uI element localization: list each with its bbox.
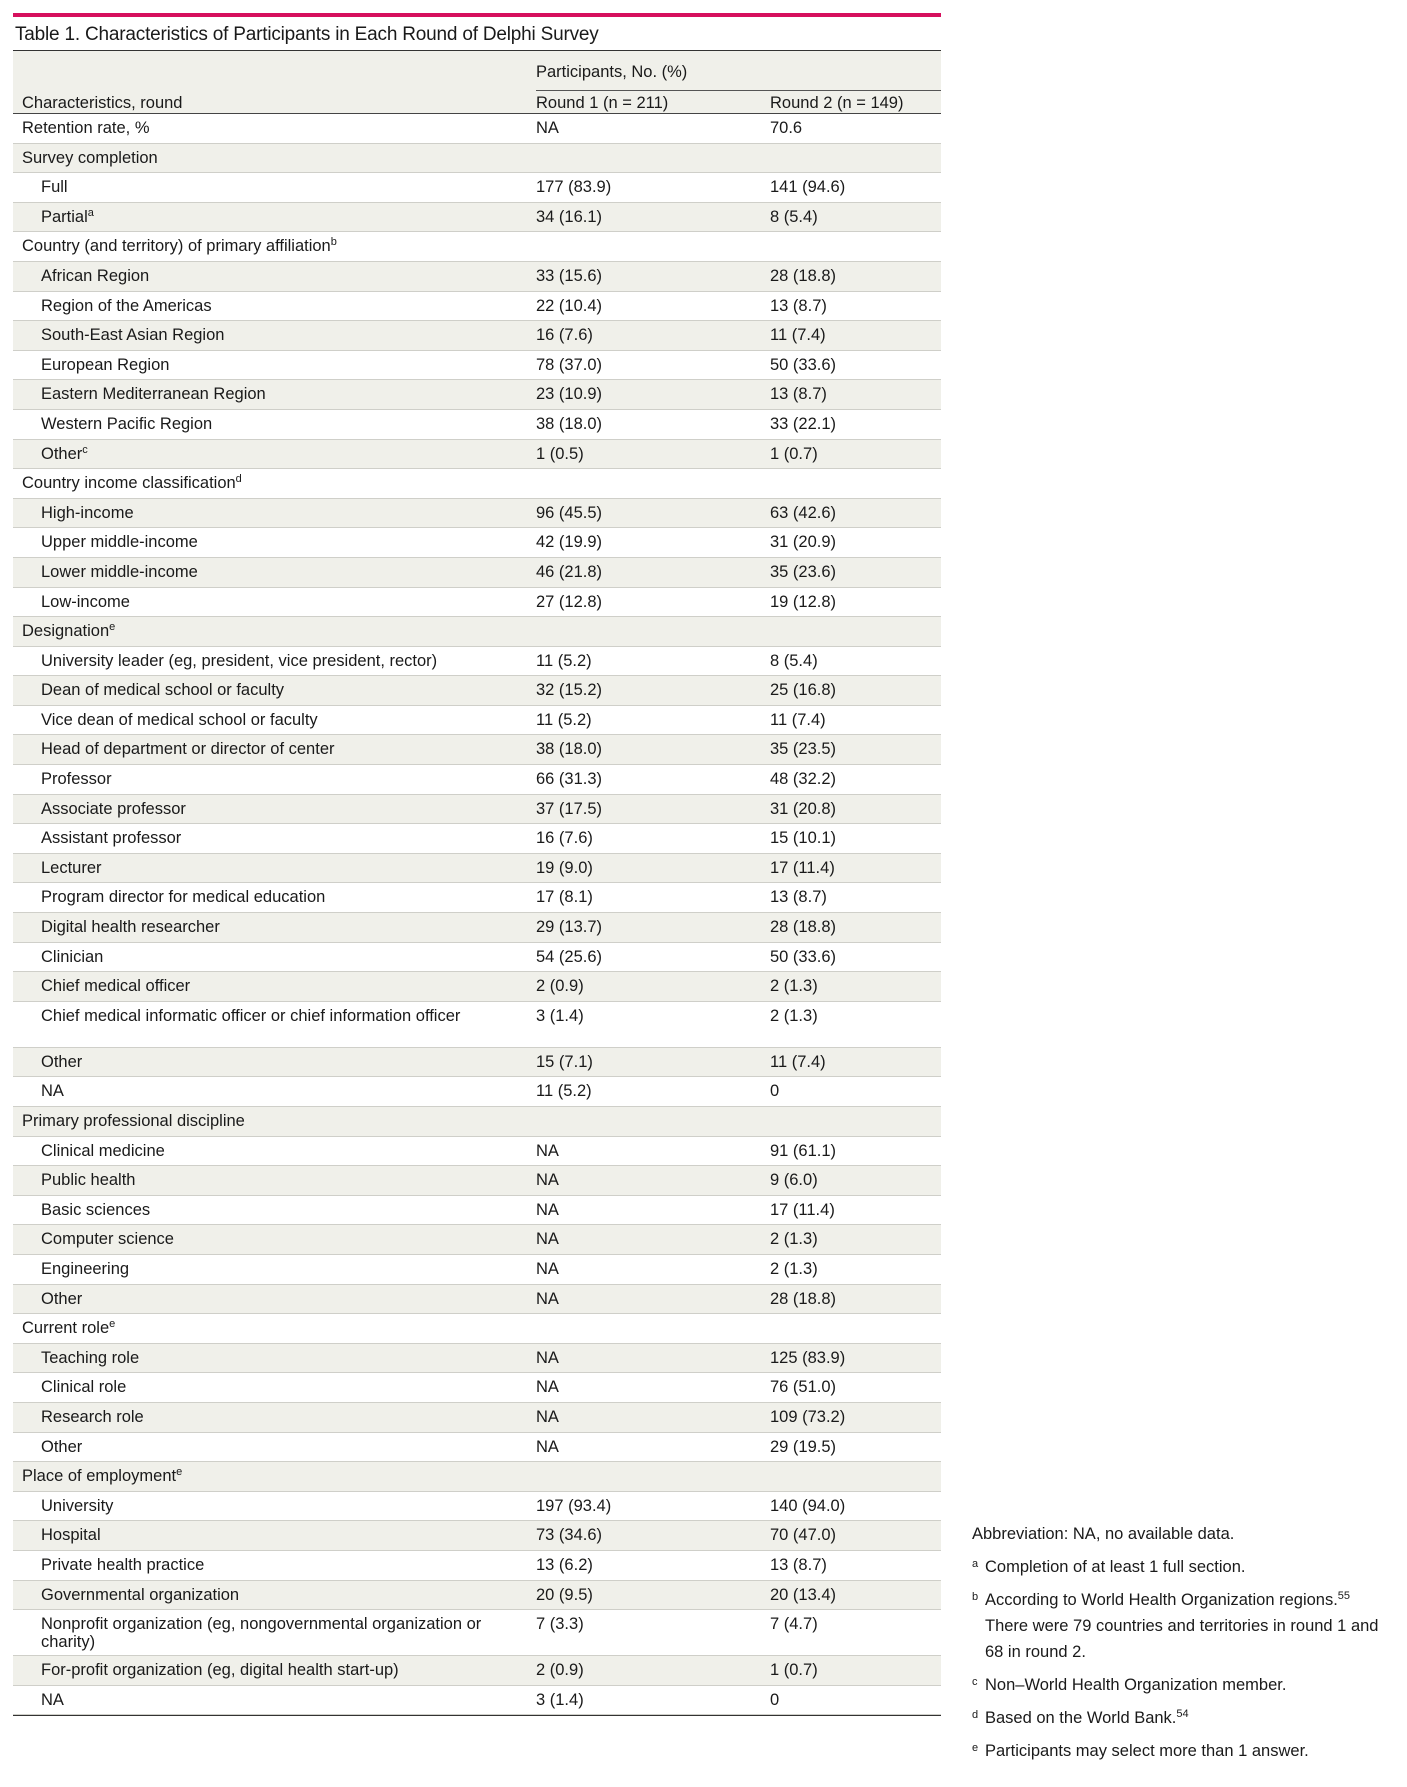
row-label [41, 888, 531, 906]
row-label [41, 711, 531, 729]
section-label [22, 1467, 512, 1485]
row-label-text: University [41, 1496, 114, 1515]
footnote-mark: a [972, 1558, 979, 1570]
section-label [22, 237, 512, 255]
row-label-text: Private health practice [41, 1555, 205, 1574]
cell-round-1: NA [536, 1200, 559, 1219]
cell-round-2: 19 (12.8) [770, 592, 837, 611]
row-label [41, 415, 531, 433]
row-label [41, 208, 531, 226]
row-label [41, 1586, 531, 1604]
table-row [13, 1225, 941, 1255]
row-label-text: Public health [41, 1171, 136, 1190]
row-label [41, 533, 531, 551]
cell-round-2: 0 [770, 1082, 780, 1101]
row-label-text: Primary professional discipline [22, 1112, 245, 1130]
cell-round-2: 50 (33.6) [770, 947, 837, 966]
table-row [13, 1492, 941, 1522]
row-label [41, 356, 531, 374]
row-label-text: Basic sciences [41, 1200, 151, 1219]
row-label-text: Country income classification [22, 474, 236, 493]
cell-round-2: 2 (1.3) [770, 977, 818, 996]
cell-round-1: NA [536, 119, 559, 137]
cell-round-2: 9 (6.0) [770, 1171, 818, 1190]
cell-round-1: 22 (10.4) [536, 296, 603, 315]
table-row [13, 1002, 941, 1048]
cell-round-1: 20 (9.5) [536, 1585, 593, 1604]
row-label [41, 267, 531, 285]
cell-round-2: 13 (8.7) [770, 385, 827, 404]
table-row [13, 232, 941, 262]
row-label [41, 1691, 531, 1709]
table-row [13, 1610, 941, 1656]
table-row [13, 499, 941, 529]
cell-round-1: 73 (34.6) [536, 1526, 603, 1545]
row-label [41, 948, 531, 966]
table-row [13, 292, 941, 322]
cell-round-2: 70 (47.0) [770, 1526, 837, 1545]
footnote-mark: d [972, 1709, 979, 1721]
footnote-mark: c [972, 1676, 978, 1688]
row-label-text: Other [41, 1289, 83, 1308]
table-row [13, 795, 941, 825]
cell-round-1: NA [536, 1378, 559, 1397]
row-label-text: Engineering [41, 1259, 130, 1278]
cell-round-2: 8 (5.4) [770, 207, 818, 226]
row-label-text: Lecturer [41, 858, 102, 877]
cell-round-1: 1 (0.5) [536, 444, 584, 463]
cell-round-2: 1 (0.7) [770, 444, 818, 463]
row-label-text: Survey completion [22, 148, 158, 167]
row-label [41, 1230, 531, 1248]
cell-round-2: 2 (1.3) [770, 1006, 818, 1025]
footnote-text: Based on the World Bank. [985, 1709, 1177, 1727]
table-row [13, 943, 941, 973]
cell-round-2: 28 (18.8) [770, 266, 837, 285]
table-row [13, 1462, 941, 1492]
cell-round-1: 46 (21.8) [536, 562, 603, 581]
row-label-text: Country (and territory) of primary affiliation [22, 237, 331, 256]
cell-round-1: 2 (0.9) [536, 1661, 584, 1680]
cell-round-2: 48 (32.2) [770, 770, 837, 789]
footnote-text: Participants may select more than 1 answer. [985, 1742, 1309, 1760]
row-label-text: Professor [41, 770, 112, 789]
table-row [13, 854, 941, 884]
row-label-text: Associate professor [41, 799, 186, 818]
row-label-text: Low-income [41, 592, 130, 611]
cell-round-1: 34 (16.1) [536, 207, 603, 226]
row-label-text: Vice dean of medical school or faculty [41, 710, 318, 729]
column-header-characteristics: Characteristics, round [22, 94, 183, 112]
table-header [13, 51, 941, 114]
cell-round-1: NA [536, 1289, 559, 1308]
section-label [22, 1112, 512, 1130]
table-row [13, 676, 941, 706]
footnote-text: According to World Health Organization regions. [985, 1591, 1338, 1609]
cell-round-2: 70.6 [770, 119, 803, 137]
section-label [22, 622, 512, 640]
cell-round-1: NA [536, 1407, 559, 1426]
row-label-text: Retention rate, % [22, 119, 150, 137]
table-row [13, 1656, 941, 1686]
cell-round-1: 23 (10.9) [536, 385, 603, 404]
cell-round-1: 15 (7.1) [536, 1052, 593, 1071]
row-label [41, 1378, 531, 1396]
cell-round-1: 38 (18.0) [536, 740, 603, 759]
footnote-mark: e [972, 1742, 979, 1754]
row-label [41, 326, 531, 344]
row-label [41, 918, 531, 936]
cell-round-2: 125 (83.9) [770, 1348, 846, 1367]
section-label [22, 119, 512, 137]
row-label [41, 770, 531, 788]
reference-number: 54 [1176, 1708, 1189, 1720]
row-label-text: African Region [41, 266, 150, 285]
row-label [41, 800, 531, 818]
table-row [13, 588, 941, 618]
footnote-text: Non–World Health Organization member. [985, 1676, 1287, 1694]
table-row [13, 617, 941, 647]
table-row [13, 1521, 941, 1551]
row-label-text: Chief medical officer [41, 977, 191, 996]
footnote-marker: a [87, 206, 94, 219]
cell-round-2: 11 (7.4) [770, 1052, 826, 1071]
cell-round-1: 19 (9.0) [536, 858, 593, 877]
table-row [13, 972, 941, 1002]
row-label-text: Clinical medicine [41, 1141, 165, 1160]
row-label [41, 385, 531, 403]
cell-round-2: 141 (94.6) [770, 178, 846, 197]
table-row [13, 765, 941, 795]
table-row [13, 1433, 941, 1463]
cell-round-2: 31 (20.8) [770, 799, 837, 818]
table-row [13, 1403, 941, 1433]
row-label [41, 1661, 531, 1679]
table-row [13, 528, 941, 558]
row-label-text: Lower middle-income [41, 562, 198, 581]
cell-round-1: 177 (83.9) [536, 178, 612, 197]
row-label-text: Digital health researcher [41, 918, 220, 937]
reference-number: 55 [1337, 1590, 1351, 1602]
footnote-marker: b [330, 236, 337, 249]
row-label [41, 563, 531, 581]
row-label [41, 740, 531, 758]
table-row [13, 647, 941, 677]
cell-round-2: 13 (8.7) [770, 888, 827, 907]
row-label-text: Other [41, 1437, 83, 1456]
table-row [13, 1314, 941, 1344]
table-row [13, 913, 941, 943]
row-label-text: Designation [22, 622, 110, 641]
cell-round-2: 25 (16.8) [770, 681, 837, 700]
table-row [13, 1166, 941, 1196]
row-label-text: Program director for medical education [41, 888, 326, 907]
row-label-text: Hospital [41, 1526, 101, 1545]
footnote-a [972, 1554, 1392, 1580]
cell-round-2: 13 (8.7) [770, 296, 827, 315]
row-label [41, 1556, 531, 1574]
table-row [13, 114, 941, 144]
row-label-text: Other [41, 444, 83, 463]
table-row [13, 351, 941, 381]
table-row [13, 144, 941, 174]
cell-round-1: 42 (19.9) [536, 533, 603, 552]
group-header: Participants, No. (%) [536, 63, 688, 81]
cell-round-1: 2 (0.9) [536, 977, 584, 996]
characteristics-table [13, 13, 941, 1716]
row-label [41, 829, 531, 847]
row-label-text: European Region [41, 355, 170, 374]
abbreviation-note: Abbreviation: NA, no available data. [972, 1525, 1235, 1543]
table-caption: Table 1. Characteristics of Participants in Each Round of Delphi Survey [15, 24, 599, 45]
cell-round-2: 13 (8.7) [770, 1555, 827, 1574]
cell-round-2: 1 (0.7) [770, 1661, 818, 1680]
row-label-text: Chief medical informatic officer or chief information officer [41, 1006, 461, 1025]
footnote-b [972, 1587, 1392, 1665]
table-row [13, 440, 941, 470]
cell-round-1: 16 (7.6) [536, 326, 593, 345]
row-label-text: University leader (eg, president, vice president, rector) [41, 651, 438, 670]
cell-round-2: 76 (51.0) [770, 1378, 837, 1397]
row-label [41, 1497, 531, 1515]
cell-round-2: 35 (23.5) [770, 740, 837, 759]
row-label-text: Place of employment [22, 1467, 177, 1486]
section-label [22, 474, 512, 492]
cell-round-1: NA [536, 1171, 559, 1190]
table-body [13, 114, 941, 1715]
footnote-list [972, 1554, 1392, 1764]
row-label [41, 859, 531, 877]
footnote-e [972, 1738, 1392, 1764]
cell-round-1: 16 (7.6) [536, 829, 593, 848]
table-row [13, 1107, 941, 1137]
row-label-text: Clinical role [41, 1378, 127, 1397]
footnote-marker: c [82, 443, 88, 456]
table-row [13, 410, 941, 440]
cell-round-1: 96 (45.5) [536, 503, 603, 522]
table-row [13, 1255, 941, 1285]
cell-round-2: 109 (73.2) [770, 1407, 846, 1426]
table-footnotes [972, 1521, 1392, 1771]
row-label-text: South-East Asian Region [41, 326, 225, 345]
row-label [41, 1615, 531, 1651]
row-label-text: Eastern Mediterranean Region [41, 385, 266, 404]
table-row [13, 380, 941, 410]
table-row [13, 1373, 941, 1403]
table-row [13, 1551, 941, 1581]
row-label-text: Upper middle-income [41, 533, 198, 552]
column-header-round-2: Round 2 (n = 149) [770, 94, 904, 112]
row-label-text: Research role [41, 1407, 144, 1426]
table-row [13, 173, 941, 203]
cell-round-1: 38 (18.0) [536, 414, 603, 433]
row-label [41, 681, 531, 699]
cell-round-1: 11 (5.2) [536, 651, 592, 670]
cell-round-1: 32 (15.2) [536, 681, 603, 700]
cell-round-2: 28 (18.8) [770, 918, 837, 937]
footnote-c [972, 1672, 1392, 1698]
cell-round-2: 2 (1.3) [770, 1259, 818, 1278]
row-label-text: Head of department or director of center [41, 740, 335, 759]
row-label [41, 977, 531, 995]
footnote-text: Completion of at least 1 full section. [985, 1558, 1246, 1576]
cell-round-1: 78 (37.0) [536, 355, 603, 374]
footnote-mark: b [972, 1591, 979, 1603]
row-label [41, 504, 531, 522]
row-label-text: Teaching role [41, 1348, 140, 1367]
cell-round-1: 66 (31.3) [536, 770, 603, 789]
row-label [41, 1007, 531, 1025]
table-row [13, 1686, 941, 1716]
cell-round-2: 15 (10.1) [770, 829, 837, 848]
row-label-text: Governmental organization [41, 1585, 240, 1604]
column-header-round-1: Round 1 (n = 211) [536, 94, 669, 112]
footnote-d [972, 1705, 1392, 1731]
cell-round-1: 11 (5.2) [536, 710, 592, 729]
cell-round-1: NA [536, 1259, 559, 1278]
table-row [13, 1285, 941, 1315]
cell-round-2: 33 (22.1) [770, 414, 837, 433]
cell-round-2: 63 (42.6) [770, 503, 837, 522]
footnote-marker: d [235, 473, 242, 486]
table-row [13, 321, 941, 351]
row-label-text: High-income [41, 503, 134, 522]
table-row [13, 824, 941, 854]
row-label [41, 1082, 531, 1100]
row-label [41, 1171, 531, 1189]
table-row [13, 706, 941, 736]
footnote-marker: e [176, 1466, 183, 1479]
cell-round-2: 8 (5.4) [770, 651, 818, 670]
footnote-continuation: There were 79 countries and territories in round 1 and 68 in round 2. [985, 1617, 1379, 1661]
cell-round-1: 197 (93.4) [536, 1496, 612, 1515]
row-label-text: Computer science [41, 1230, 174, 1249]
footnote-marker: e [109, 621, 116, 634]
cell-round-2: 11 (7.4) [770, 710, 826, 729]
table-row [13, 735, 941, 765]
cell-round-1: NA [536, 1437, 559, 1456]
cell-round-1: 3 (1.4) [536, 1690, 584, 1709]
cell-round-2: 140 (94.0) [770, 1496, 846, 1515]
cell-round-1: 3 (1.4) [536, 1006, 584, 1025]
row-label [41, 1349, 531, 1367]
table-row [13, 1077, 941, 1107]
row-label [41, 1260, 531, 1278]
row-label-text: NA [41, 1690, 64, 1709]
cell-round-2: 91 (61.1) [770, 1141, 837, 1160]
cell-round-2: 17 (11.4) [770, 1200, 835, 1219]
row-label [41, 297, 531, 315]
row-label [41, 445, 531, 463]
row-label-text: Other [41, 1052, 83, 1071]
table-row [13, 883, 941, 913]
cell-round-1: NA [536, 1230, 559, 1249]
cell-round-2: 0 [770, 1690, 780, 1709]
row-label-text: Dean of medical school or faculty [41, 681, 285, 700]
table-row [13, 1137, 941, 1167]
row-label [41, 652, 531, 670]
row-label-text: Nonprofit organization (eg, nongovernmental organization or charity) [41, 1615, 482, 1652]
cell-round-2: 35 (23.6) [770, 562, 837, 581]
cell-round-1: 33 (15.6) [536, 266, 603, 285]
group-header-rule [536, 90, 941, 91]
cell-round-1: 13 (6.2) [536, 1555, 593, 1574]
cell-round-2: 11 (7.4) [770, 326, 826, 345]
cell-round-1: 27 (12.8) [536, 592, 603, 611]
cell-round-1: 7 (3.3) [536, 1615, 584, 1634]
row-label [41, 1142, 531, 1160]
table-row [13, 1048, 941, 1078]
row-label [41, 1408, 531, 1426]
row-label-text: Current role [22, 1319, 110, 1338]
row-label-text: Full [41, 178, 68, 197]
row-label-text: Partial [41, 207, 88, 226]
cell-round-1: 11 (5.2) [536, 1082, 592, 1101]
cell-round-2: 50 (33.6) [770, 355, 837, 374]
row-label-text: NA [41, 1082, 64, 1101]
row-label [41, 1053, 531, 1071]
row-label-text: Region of the Americas [41, 296, 212, 315]
cell-round-2: 7 (4.7) [770, 1615, 818, 1634]
row-label-text: Clinician [41, 947, 104, 966]
row-label-text: For-profit organization (eg, digital health start-up) [41, 1661, 399, 1680]
cell-round-2: 17 (11.4) [770, 858, 835, 877]
row-label [41, 178, 531, 196]
table-row [13, 1196, 941, 1226]
row-label [41, 1526, 531, 1544]
cell-round-1: NA [536, 1348, 559, 1367]
table-row [13, 262, 941, 292]
section-label [22, 149, 512, 167]
cell-round-2: 28 (18.8) [770, 1289, 837, 1308]
row-label [41, 1290, 531, 1308]
row-label [41, 1438, 531, 1456]
cell-round-1: 29 (13.7) [536, 918, 603, 937]
table-row [13, 1581, 941, 1611]
row-label [41, 1201, 531, 1219]
table-row [13, 203, 941, 233]
table-row [13, 1344, 941, 1374]
table-row [13, 469, 941, 499]
cell-round-2: 31 (20.9) [770, 533, 837, 552]
row-label-text: Western Pacific Region [41, 414, 213, 433]
row-label-text: Assistant professor [41, 829, 182, 848]
cell-round-2: 29 (19.5) [770, 1437, 837, 1456]
table-bottom-rule [13, 1715, 941, 1716]
cell-round-1: NA [536, 1141, 559, 1160]
table-row [13, 558, 941, 588]
footnote-marker: e [109, 1318, 116, 1331]
cell-round-1: 54 (25.6) [536, 947, 603, 966]
cell-round-2: 20 (13.4) [770, 1585, 837, 1604]
cell-round-1: 37 (17.5) [536, 799, 603, 818]
row-label [41, 593, 531, 611]
cell-round-2: 2 (1.3) [770, 1230, 818, 1249]
cell-round-1: 17 (8.1) [536, 888, 593, 907]
section-label [22, 1319, 512, 1337]
